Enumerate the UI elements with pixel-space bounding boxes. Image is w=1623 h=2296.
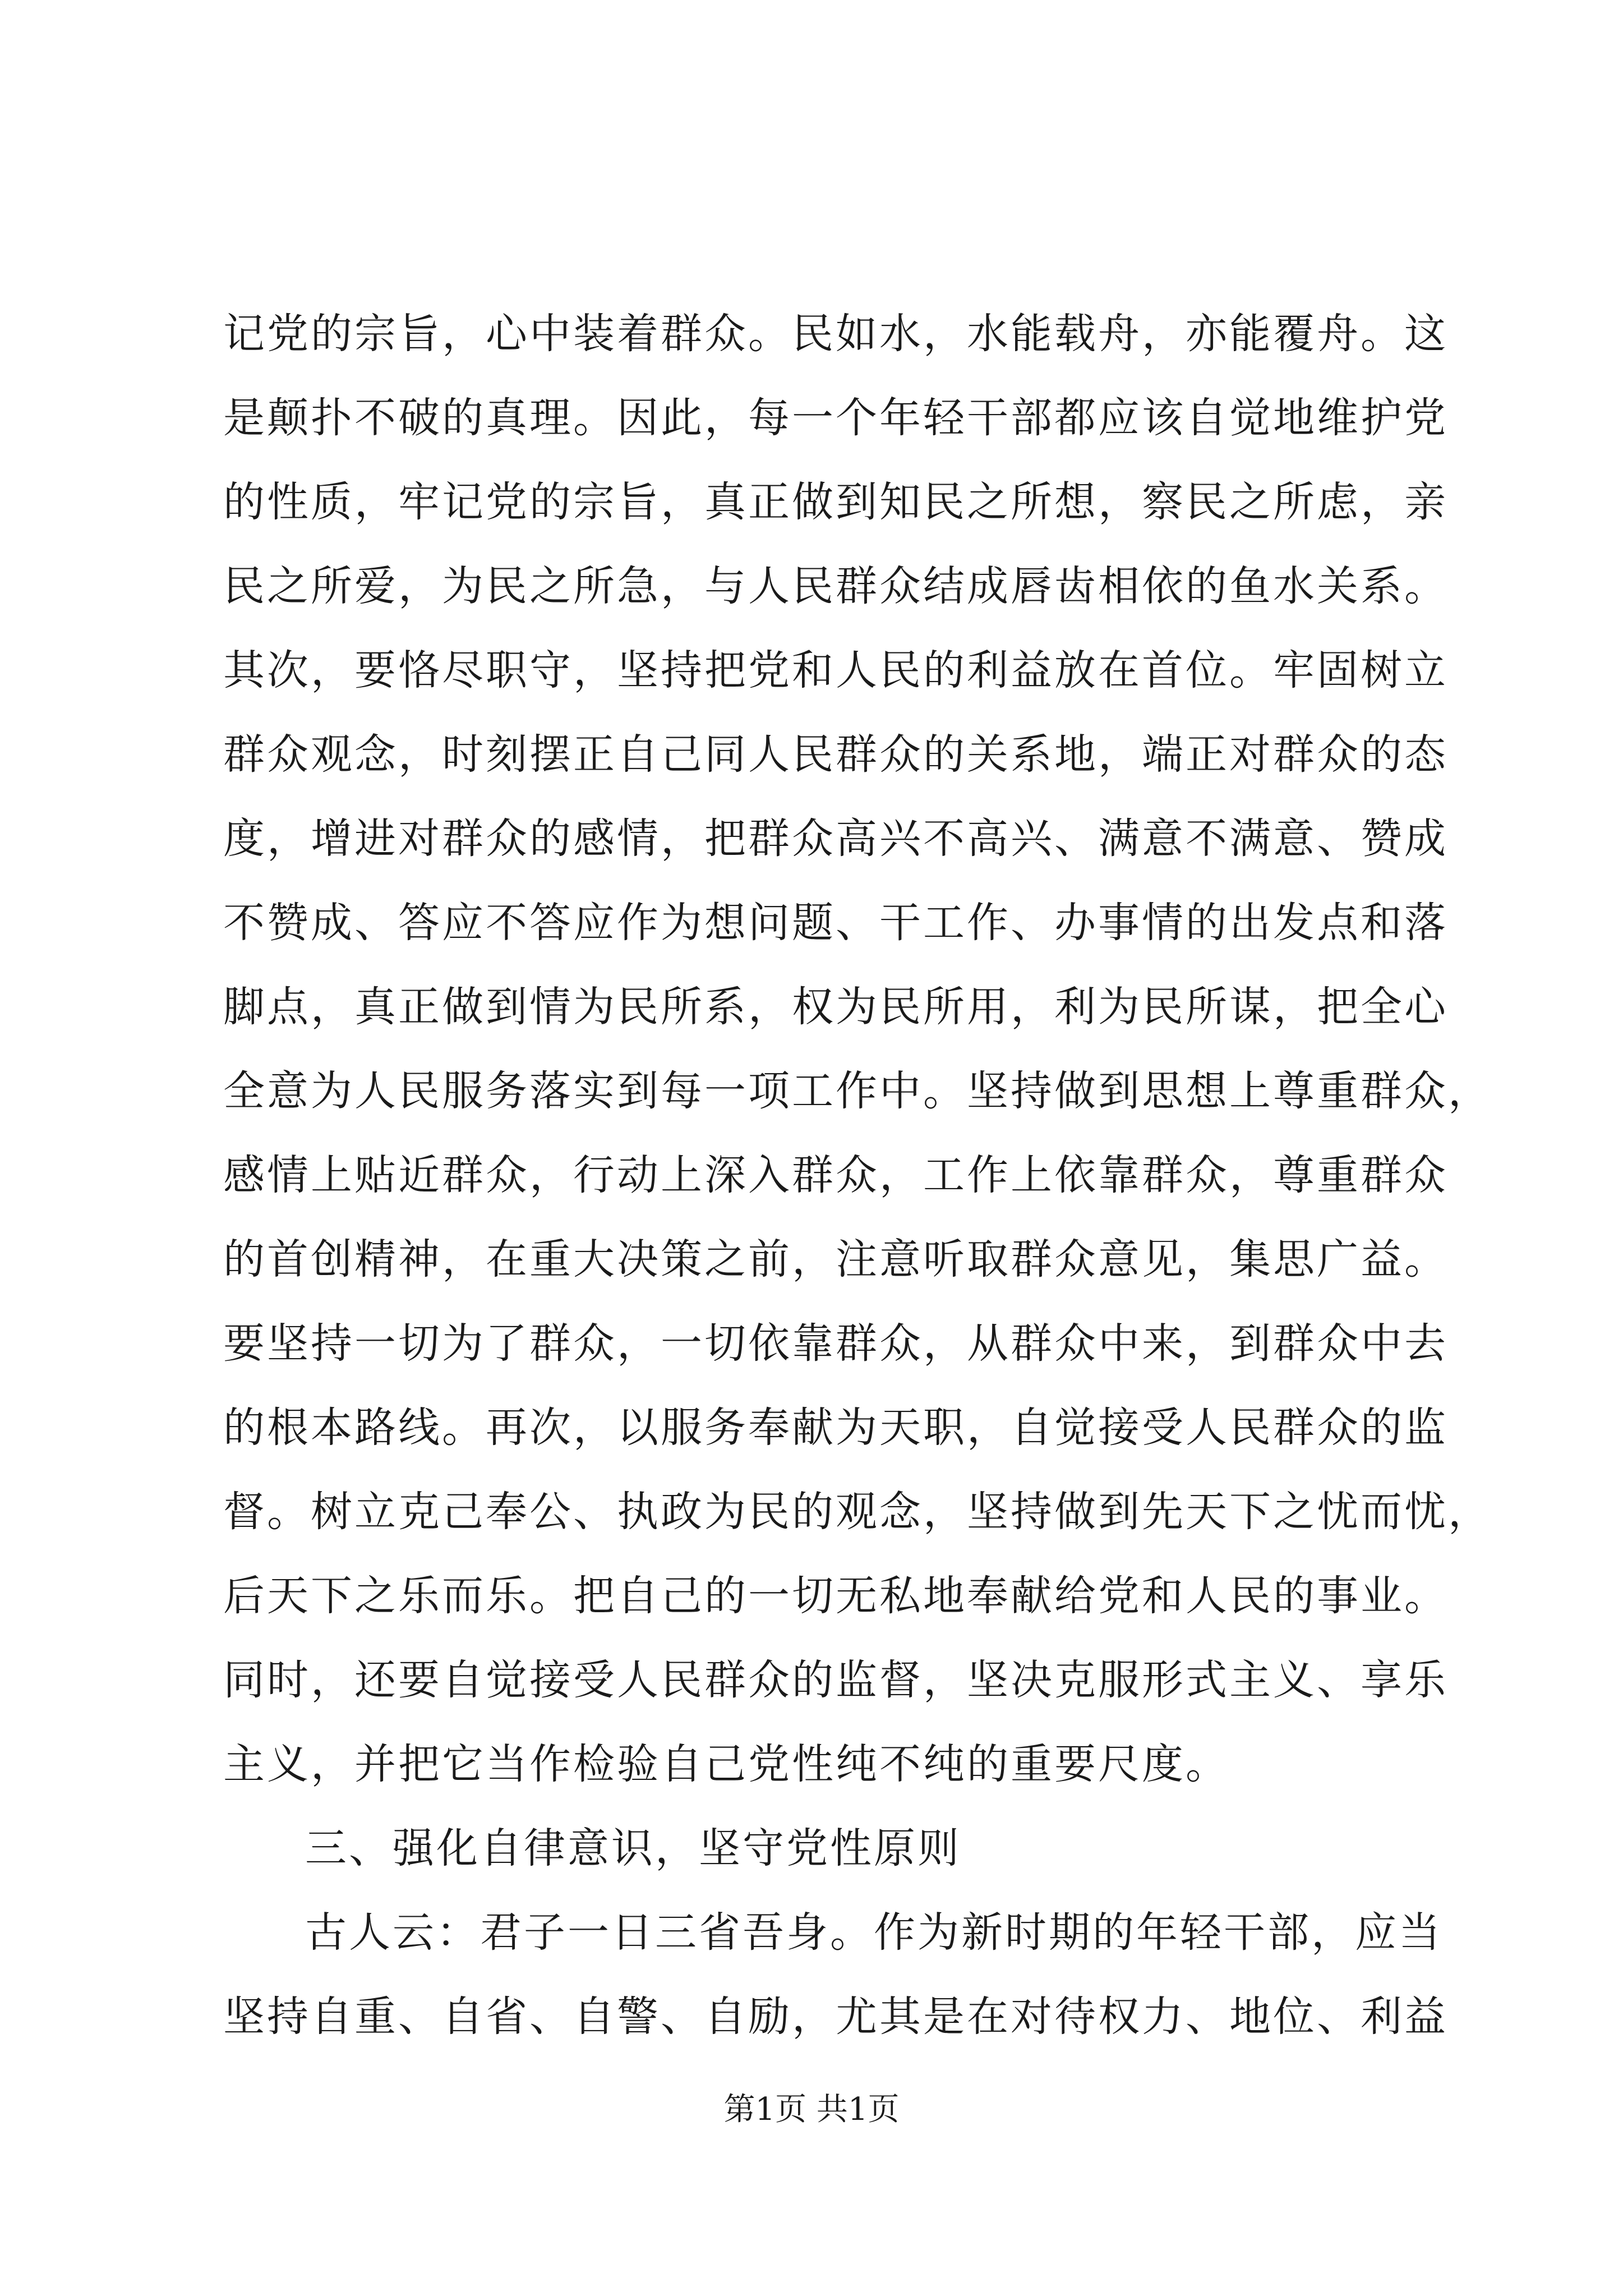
text-line: 要坚持一切为了群众，一切依靠群众，从群众中来，到群众中去 <box>223 1319 1448 1368</box>
text-line: 的根本路线。再次，以服务奉献为天职，自觉接受人民群众的监 <box>223 1404 1448 1452</box>
text-line: 是颠扑不破的真理。因此，每一个年轻干部都应该自觉地维护党 <box>223 394 1448 442</box>
text-line: 民之所爱，为民之所急，与人民群众结成唇齿相依的鱼水关系。 <box>223 562 1448 610</box>
text-line: 其次，要恪尽职守，坚持把党和人民的利益放在首位。牢固树立 <box>223 646 1448 694</box>
document-body <box>223 292 1492 2059</box>
text-line: 督。树立克己奉公、执政为民的观念，坚持做到先天下之忧而忧， <box>223 1488 1492 1536</box>
text-line: 群众观念，时刻摆正自己同人民群众的关系地，端正对群众的态 <box>223 730 1448 779</box>
text-line: 度，增进对群众的感情，把群众高兴不高兴、满意不满意、赞成 <box>223 815 1448 863</box>
text-line: 感情上贴近群众，行动上深入群众，工作上依靠群众，尊重群众 <box>223 1151 1448 1199</box>
page-number: 第1页 共1页 <box>723 2091 900 2128</box>
text-line: 脚点，真正做到情为民所系，权为民所用，利为民所谋，把全心 <box>223 983 1448 1031</box>
paragraph <box>223 292 1492 1806</box>
text-line: 记党的宗旨，心中装着群众。民如水，水能载舟，亦能覆舟。这 <box>223 310 1448 358</box>
text-line: 同时，还要自觉接受人民群众的监督，坚决克服形式主义、享乐 <box>223 1656 1448 1704</box>
text-line: 主义，并把它当作检验自己党性纯不纯的重要尺度。 <box>223 1740 1229 1788</box>
text-line: 坚持自重、自省、自警、自励，尤其是在对待权力、地位、利益 <box>223 1993 1448 2041</box>
text-line: 古人云：君子一日三省吾身。作为新时期的年轻干部，应当 <box>305 1908 1442 1957</box>
text-line: 的首创精神，在重大决策之前，注意听取群众意见，集思广益。 <box>223 1235 1448 1283</box>
text-line: 后天下之乐而乐。把自己的一切无私地奉献给党和人民的事业。 <box>223 1572 1448 1620</box>
text-line: 全意为人民服务落实到每一项工作中。坚持做到思想上尊重群众， <box>223 1067 1492 1115</box>
text-line: 不赞成、答应不答应作为想问题、干工作、办事情的出发点和落 <box>223 899 1448 947</box>
page-footer <box>0 2090 1623 2129</box>
text-line: 的性质，牢记党的宗旨，真正做到知民之所想，察民之所虑，亲 <box>223 478 1448 526</box>
section-heading: 三、强化自律意识，坚守党性原则 <box>305 1824 961 1872</box>
paragraph <box>223 1890 1448 2059</box>
